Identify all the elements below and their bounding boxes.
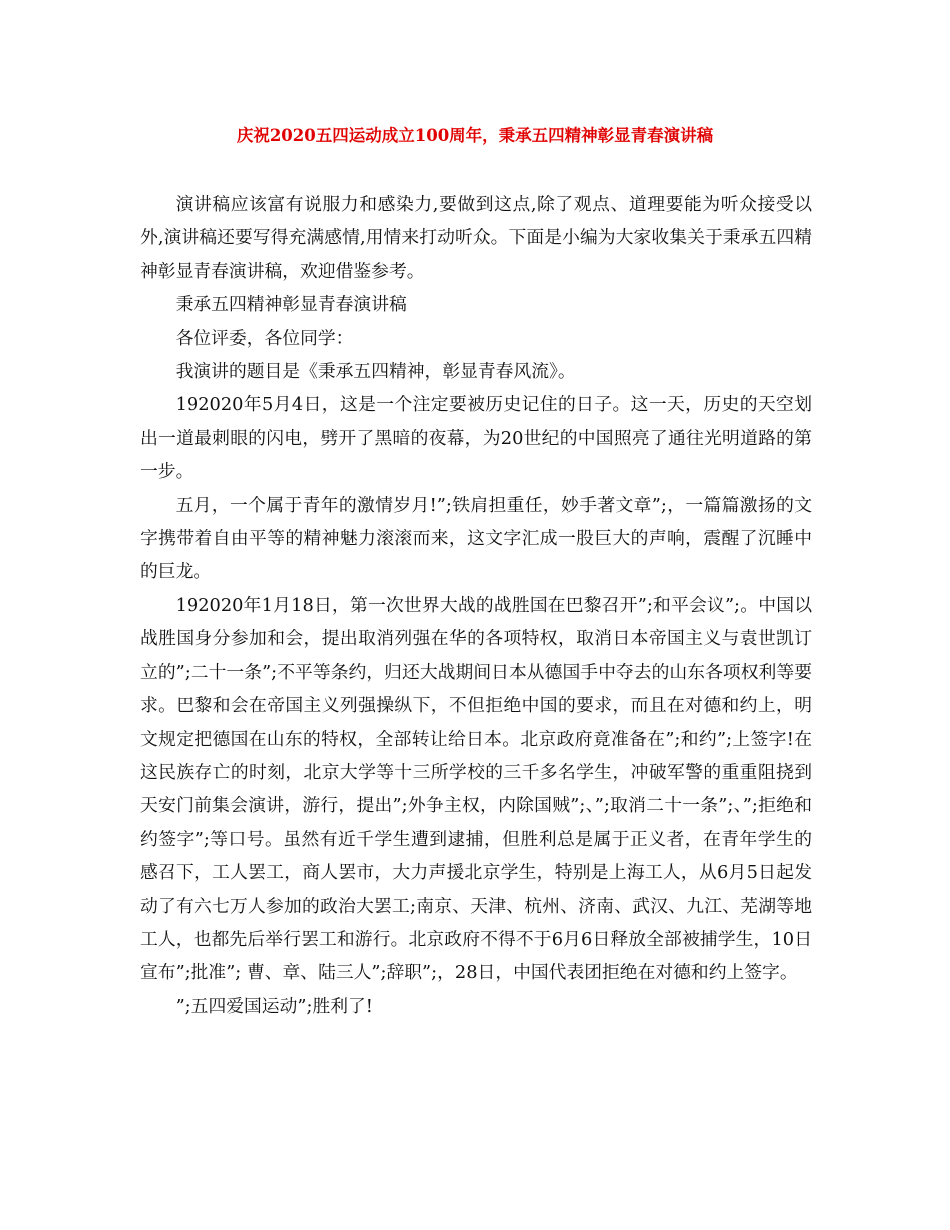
paragraph-may-fourth: 192020年5月4日，这是一个注定要被历史记住的日子。这一天，历史的天空划出一道最刺眼的闪电，劈开了黑暗的夜幕，为20世纪的中国照亮了通往光明道路的第一步。 xyxy=(140,394,812,483)
paragraph-speech-heading: 秉承五四精神彰显青春演讲稿 xyxy=(175,294,407,316)
paragraph-topic: 我演讲的题目是《秉承五四精神，彰显青春风流》。 xyxy=(175,361,576,383)
paragraph-salutation: 各位评委，各位同学： xyxy=(175,327,354,349)
paragraph-may-youth: 五月，一个属于青年的激情岁月!”;铁肩担重任，妙手著文章”;，一篇篇激扬的文字携带着自由平等的精神魅力滚滚而来，这文字汇成一股巨大的声响，震醒了沉睡中的巨龙。 xyxy=(140,494,812,583)
paragraph-paris-conference: 192020年1月18日，第一次世界大战的战胜国在巴黎召开”;和平会议”;。中国以战胜国身分参加和会，提出取消列强在华的各项特权，取消日本帝国主义与袁世凯订立的”;二十一条”;不平等条约，归还大战期间日本从德国手中夺去的山东各项权利等要求。巴黎和会在帝国主义列强操纵下，不但拒绝中国的要求，而且在对德和约上，明文规定把德国在山东的特权，全部转让给日本。北京政府竟准备在”;和约”;上签字!在这民族存亡的时刻，北京大学等十三所学校的三千多名学生，冲破军警的重重阻挠到天安门前集会演讲，游行，提出”;外争主权，内除国贼”;、”;取消二十一条”;、”;拒绝和约签字”;等口号。虽然有近千学生遭到逮捕，但胜利总是属于正义者，在青年学生的感召下，工人罢工，商人罢市，大力声援北京学生，特别是上海工人，从6月5日起发动了有六七万人参加的政治大罢工;南京、天津、杭州、济南、武汉、九江、芜湖等地工人，也都先后举行罢工和游行。北京政府不得不于6月6日释放全部被捕学生，10日宣布”;批准”; 曹、章、陆三人”;辞职”;，28日，中国代表团拒绝在对德和约上签字。 xyxy=(140,594,812,984)
document-body xyxy=(140,188,812,1023)
paragraph-victory: ”;五四爱国运动”;胜利了! xyxy=(175,995,373,1017)
paragraph-intro: 演讲稿应该富有说服力和感染力,要做到这点,除了观点、道理要能为听众接受以外,演讲稿还要写得充满感情,用情来打动听众。下面是小编为大家收集关于秉承五四精神彰显青春演讲稿，欢迎借鉴参考。 xyxy=(140,194,812,282)
document-title: 庆祝2020五四运动成立100周年，秉承五四精神彰显青春演讲稿 xyxy=(236,126,714,145)
